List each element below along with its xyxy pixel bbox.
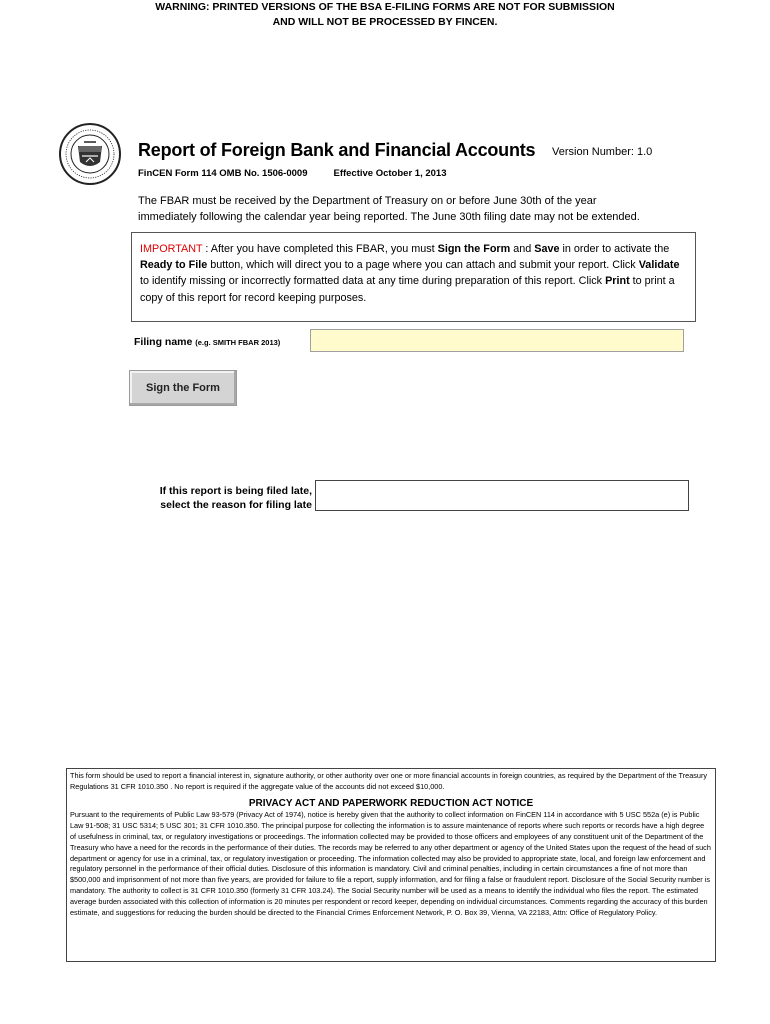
important-print: Print bbox=[605, 275, 630, 288]
filing-name-example: (e.g. SMITH FBAR 2013) bbox=[195, 338, 281, 347]
important-sign-the-form: Sign the Form bbox=[437, 243, 511, 255]
print-warning-line-1: WARNING: PRINTED VERSIONS OF THE BSA E-FILING FORMS ARE NOT FOR SUBMISSION bbox=[155, 1, 615, 13]
important-text-1: : After you have completed this FBAR, you must bbox=[202, 243, 438, 255]
important-save: Save bbox=[534, 243, 560, 255]
important-instructions-box bbox=[131, 232, 696, 322]
late-filing-label bbox=[132, 484, 312, 512]
form-title: Report of Foreign Bank and Financial Accounts bbox=[138, 140, 536, 160]
reporting-requirement-text: This form should be used to report a financial interest in, signature authority, or other authority over one or more financial accounts in foreign countries, as required by the Department of the Treasury Regulations 31 CFR 1010.350 . No report is required if the aggregate value of the accounts did not exceed $10,000. bbox=[70, 771, 708, 791]
filing-deadline-text bbox=[138, 193, 698, 225]
important-validate: Validate bbox=[638, 259, 680, 272]
form-omb-number: FinCEN Form 114 OMB No. 1506-0009 bbox=[138, 168, 308, 179]
filing-deadline-line-2: immediately following the calendar year being reported. The June 30th filing date may not be extended. bbox=[138, 211, 640, 223]
print-warning-line-2: AND WILL NOT BE PROCESSED BY FINCEN. bbox=[272, 16, 498, 28]
important-ready-to-file: Ready to File bbox=[140, 259, 208, 272]
form-identifier-line bbox=[138, 168, 446, 179]
late-filing-label-line-1: If this report is being filed late, bbox=[159, 485, 312, 497]
treasury-seal-icon bbox=[58, 122, 122, 186]
important-text-3: in order to activate the bbox=[559, 243, 670, 255]
important-text-2: and bbox=[510, 243, 535, 255]
filing-name-label bbox=[134, 336, 280, 348]
filing-name-input[interactable] bbox=[310, 329, 684, 352]
effective-date: Effective October 1, 2013 bbox=[333, 168, 447, 179]
important-text-5: to identify missing or incorrectly formatted data at any time during preparation of this report. Click bbox=[140, 275, 606, 288]
sign-the-form-button[interactable]: Sign the Form bbox=[129, 370, 237, 406]
late-filing-reason-select[interactable] bbox=[315, 480, 689, 511]
privacy-notice-box bbox=[66, 768, 716, 962]
privacy-notice-heading: PRIVACY ACT AND PAPERWORK REDUCTION ACT NOTICE bbox=[248, 797, 534, 809]
filing-name-label-text: Filing name bbox=[134, 336, 193, 348]
print-warning bbox=[0, 0, 770, 30]
filing-deadline-line-1: The FBAR must be received by the Department of Treasury on or before June 30th of the year bbox=[138, 195, 597, 207]
version-number: Version Number: 1.0 bbox=[552, 146, 653, 158]
important-label: IMPORTANT bbox=[140, 243, 203, 255]
late-filing-label-line-2: select the reason for filing late bbox=[160, 499, 312, 511]
important-text-4: button, which will direct you to a page where you can attach and submit your report. Click bbox=[207, 259, 639, 272]
important-text-6: to print a copy of this report for record keeping purposes. bbox=[140, 275, 675, 304]
privacy-notice-body: Pursuant to the requirements of Public Law 93-579 (Privacy Act of 1974), notice is hereby given that the authority to collect information on FinCEN 114 in accordance with 5 USC 552a (e) is Public Law 91-508; 31 USC 5314; 5 USC 301; 31 CFR 1010.350. The principal purpose for collecting the information is to assure maintenance of reports where such reports or records have a high degree of usefulness in criminal, tax, or regulatory investigations or proceedings. The information collected may be provided to those officers and employees of any constituent unit of the Department of the Treasury who have a need for the records in the performance of their duties. The records may be referred to any other department or agency of the United States upon the request of the head of such department or agency for use in a criminal, tax, or regulatory investigation or proceeding. The information collected may also be provided to appropriate state, local, and foreign law enforcement and regulatory personnel in the performance of their official duties. Disclosure of this information is mandatory. Civil and criminal penalties, including in certain circumstances a fine of not more than $500,000 and imprisonment of not more than five years, are provided for failure to file a report, supply information, and for filing a false or fraudulent report. Disclosure of the Social Security number is mandatory. The authority to collect is 31 CFR 1010.350 (formerly 31 CFR 103.24). The Social Security number will be used as a means to identify the individual who files the report. The estimated average burden associated with this collection of information is 20 minutes per respondent or record keeper, depending on individual circumstances. Comments regarding the accuracy of this burden estimate, and suggestions for reducing the burden should be directed to the Financial Crimes Enforcement Network, P. O. Box 39, Vienna, VA 22183, Attn: Office of Regulatory Policy. bbox=[70, 810, 711, 917]
